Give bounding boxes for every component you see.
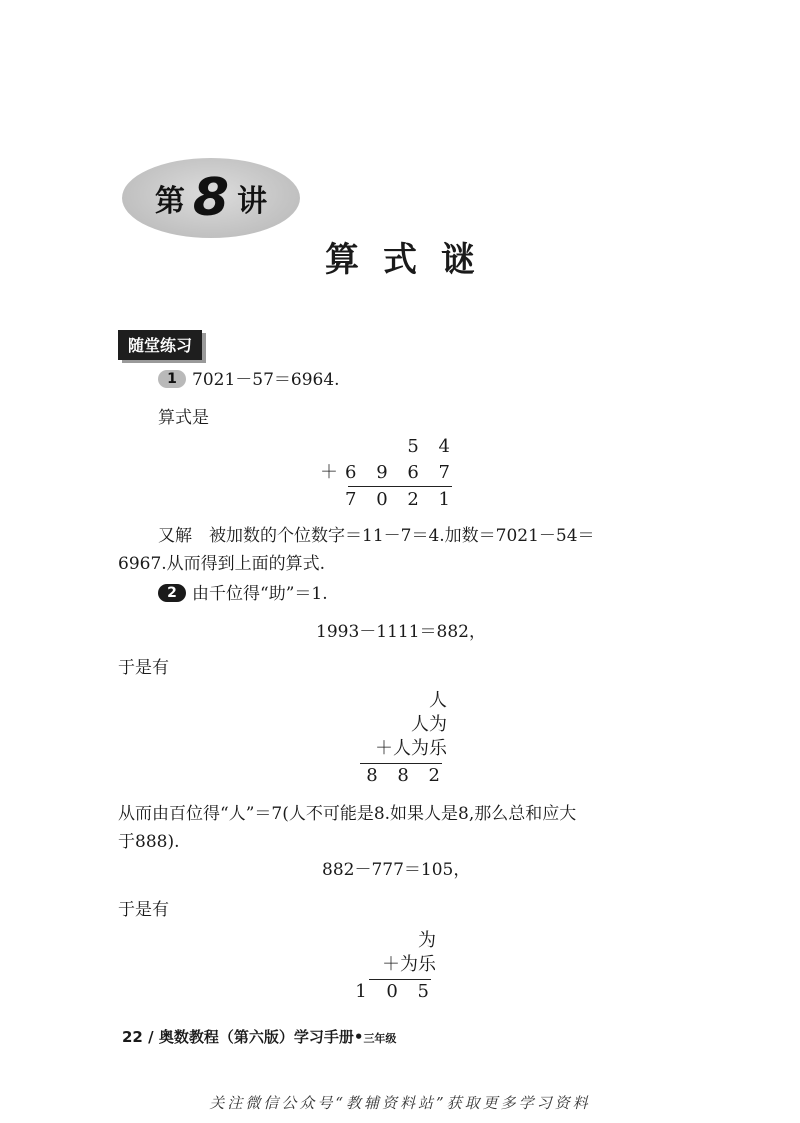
- problem-2-number-badge: 2: [158, 584, 186, 602]
- lecture-number: 8: [192, 168, 230, 228]
- watermark-text: 关注微信公众号“教辅资料站”获取更多学习资料: [209, 1094, 591, 1112]
- problem-2-statement: [158, 582, 328, 606]
- problem-2-equation-2: 882－777＝105，: [322, 860, 471, 880]
- problem-2-reason-line-2: 于888).: [118, 832, 180, 852]
- problem-1-statement: [158, 368, 340, 392]
- problem-2-then-1: 于是有: [118, 658, 169, 678]
- page-title: 算式谜: [325, 240, 499, 280]
- v2-sum: 1 0 5: [355, 981, 436, 1002]
- problem-1-alt-line-2: 6967.从而得到上面的算式.: [118, 554, 326, 574]
- v1-row-2: 人为: [411, 714, 447, 735]
- page-footer: [122, 1026, 396, 1047]
- v2-row-1: 为: [418, 930, 436, 951]
- p1-addend-1: 5 4: [407, 436, 457, 457]
- problem-1-equation: 7021－57＝6964.: [192, 370, 340, 390]
- problem-2-then-2: 于是有: [118, 900, 169, 920]
- page-number: 22: [122, 1028, 143, 1046]
- problem-2-equation-1: 1993－1111＝882，: [316, 622, 486, 642]
- problem-2-text: 由千位得“助”＝1.: [192, 584, 328, 604]
- lecture-prefix: 第: [154, 184, 185, 219]
- p1-addend-2: ＋6 9 6 7: [320, 462, 457, 483]
- grade-label: 三年级: [363, 1032, 397, 1045]
- v1-row-3: ＋人为乐: [375, 738, 447, 759]
- problem-1-alt-line-1: 又解 被加数的个位数字＝11－7＝4.加数＝7021－54＝: [158, 526, 595, 546]
- footer-bullet: •: [353, 1028, 364, 1046]
- v1-row-1: 人: [429, 690, 447, 711]
- footer-separator: /: [148, 1028, 154, 1046]
- v2-row-2: ＋为乐: [382, 954, 436, 975]
- lecture-badge: [122, 158, 300, 238]
- v1-sum: 8 8 2: [366, 765, 447, 786]
- book-title: 奥数教程（第六版）学习手册: [158, 1028, 354, 1046]
- problem-1-number-badge: 1: [158, 370, 186, 388]
- lecture-suffix: 讲: [237, 184, 268, 219]
- problem-2-reason-line-1: 从而由百位得“人”＝7(人不可能是8.如果人是8,那么总和应大: [118, 804, 577, 824]
- problem-1-intro: 算式是: [158, 408, 209, 428]
- section-tag: 随堂练习: [118, 330, 202, 360]
- p1-sum: 7 0 2 1: [345, 489, 457, 510]
